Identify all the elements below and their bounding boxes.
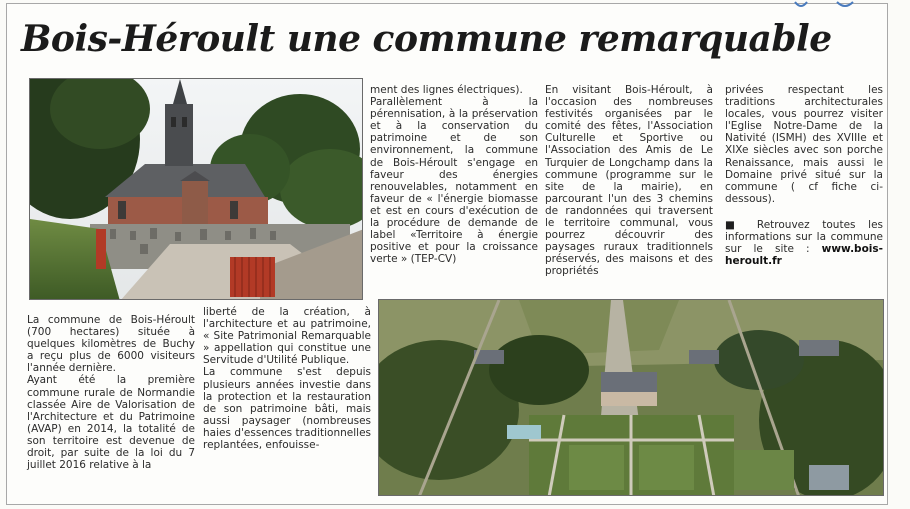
page-corner-mark xyxy=(793,0,859,10)
info-paragraph xyxy=(725,219,883,267)
column-4-top xyxy=(725,84,883,267)
paragraph: Parallèlement à la pérennisation, à la préservation et à la conservation du patrimoine et de son environnement, la commune de Bois-Héroult s'engage en faveur des énergies renouvelables, notamment en faveur de « l'énergie biomasse et est en cours d'exécution de la procédure de demande de label «Territoire à énergie positive et pour la croissance verte » (TEP-CV) xyxy=(370,96,538,266)
paragraph: La commune de Bois-Héroult (700 hectares) située à quelques kilomètres de Buchy a reçu plus de 6000 visiteurs l'année dernière. xyxy=(27,314,195,375)
bullet-icon: ■ xyxy=(725,218,745,231)
column-2-bottom xyxy=(203,306,371,451)
info-text: Retrouvez toutes les informations sur la commune sur le site : xyxy=(725,218,883,256)
column-1-bottom xyxy=(27,314,195,471)
column-3-top xyxy=(545,84,713,278)
church-photo xyxy=(29,78,363,300)
paragraph: liberté de la création, à l'architecture et au patrimoine, « Site Patrimonial Remarquable » appellation qui constitue une Servitude d'Utilité Publique. xyxy=(203,306,371,367)
paragraph: En visitant Bois-Héroult, à l'occasion des nombreuses festivités organisées par le comité des fêtes, l'Association Culturelle et Sportive ou l'Association des Amis de Le Turquier de Longchamp dans la commune (programme sur le site de la mairie), en parcourant l'un des 3 chemins de randonnées qui traversent le territoire communal, vous pourrez découvrir des paysages ruraux traditionnels préservés, des maisons et des propriétés xyxy=(545,84,713,278)
paragraph: ment des lignes électriques). xyxy=(370,84,523,96)
article-title: Bois-Héroult une commune remarquable xyxy=(21,18,832,60)
paragraph: Ayant été la première commune rurale de Normandie classée Aire de Valorisation de l'Architecture et du Patrimoine (AVAP) en 2014, la totalité de son territoire est devenue de droit, par suite de la loi du 7 juillet 2016 relative à la xyxy=(27,374,195,472)
column-2-top xyxy=(370,84,538,265)
aerial-domain-photo xyxy=(378,299,884,496)
paragraph: La commune s'est depuis plusieurs années investie dans la protection et la restauration de son patrimoine bâti, mais aussi paysager (nombreuses haies d'essences traditionnelles replantées, enfouisse- xyxy=(203,366,371,452)
article-page xyxy=(6,3,888,505)
paragraph: privées respectant les traditions architecturales locales, vous pourrez visiter l'Eglise Notre-Dame de la Nativité (ISMH) des XVIIIe et XIXe siècles avec son porche Renaissance, mais aussi le Domaine privé situé sur la commune ( cf fiche ci-dessous). xyxy=(725,84,883,205)
website-link[interactable]: www.bois-heroult.fr xyxy=(725,243,883,268)
